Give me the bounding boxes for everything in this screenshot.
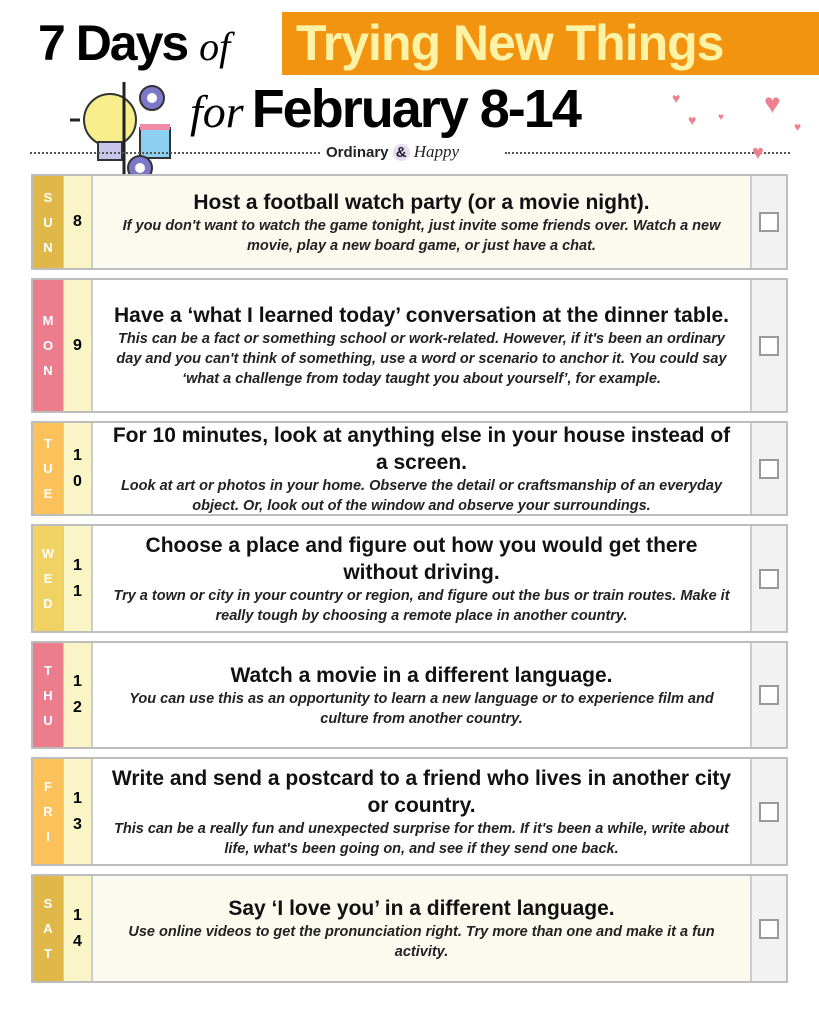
day-letter: I (46, 829, 50, 844)
activity-description: This can be a fact or something school or work-related. However, if it's been an ordinary day and you can't think of something, use a word or scenario to anchor it. You could say ‘what a challenge from today taught you about yourself’, for example. (116, 331, 727, 387)
day-label (33, 280, 63, 411)
checkbox[interactable] (759, 919, 779, 939)
heart-icon: ♥ (794, 120, 802, 134)
day-number: 8 (63, 176, 93, 268)
day-label (33, 423, 63, 514)
title-7-days: 7 Days of (38, 15, 231, 71)
day-letter: T (44, 946, 52, 961)
activity (93, 423, 750, 514)
checkbox-cell (750, 280, 786, 411)
day-number: 11 (63, 526, 93, 631)
heart-icon: ♥ (672, 90, 681, 106)
checkbox[interactable] (759, 802, 779, 822)
heart-icon: ♥ (718, 112, 724, 123)
checkbox-cell (750, 876, 786, 981)
day-label (33, 176, 63, 268)
activity (93, 759, 750, 864)
activity-title: Host a football watch party (or a movie night). (193, 190, 650, 214)
day-letter: E (43, 571, 53, 586)
day-row (31, 174, 788, 270)
day-letter: N (43, 363, 53, 378)
day-letter: F (44, 779, 52, 794)
day-letter: N (43, 239, 53, 255)
checkbox[interactable] (759, 569, 779, 589)
day-letter: A (43, 921, 53, 936)
day-row (31, 757, 788, 866)
day-letter: U (43, 214, 53, 230)
title-february: for February 8-14 (190, 79, 580, 139)
day-number: 10 (63, 423, 93, 514)
day-letter: U (43, 461, 53, 476)
activity (93, 176, 750, 268)
day-label (33, 643, 63, 747)
day-letter: T (44, 436, 52, 451)
day-letter: T (44, 662, 52, 678)
day-letter: E (43, 486, 53, 501)
dotted-divider (505, 152, 790, 154)
activity (93, 526, 750, 631)
day-number: 13 (63, 759, 93, 864)
title-banner: Trying New Things (282, 12, 819, 75)
checkbox[interactable] (759, 685, 779, 705)
checkbox[interactable] (759, 212, 779, 232)
checkbox-cell (750, 423, 786, 514)
activity (93, 280, 750, 411)
activity-description: This can be a really fun and unexpected surprise for them. If it's been a while, write about life, what's been going on, and see if they send one back. (113, 820, 729, 857)
day-label (33, 759, 63, 864)
activity (93, 876, 750, 981)
activity-title: Have a ‘what I learned today’ conversation at the dinner table. (113, 304, 729, 327)
activity-description: Use online videos to get the pronunciation right. Try more than one and make it a fun activity. (128, 924, 715, 960)
day-number: 9 (63, 280, 93, 411)
activity-title: Watch a movie in a different language. (230, 663, 613, 687)
day-row (31, 641, 788, 749)
checkbox-cell (750, 526, 786, 631)
checkbox-cell (750, 643, 786, 747)
activity-description: Try a town or city in your country or region, and figure out the bus or train routes. Make it really tough by choosing a remote place in another country. (113, 587, 730, 624)
checkbox[interactable] (759, 459, 779, 479)
day-letter: H (43, 687, 53, 703)
activity-title: For 10 minutes, look at anything else in your house instead of a screen. (112, 423, 731, 474)
day-number: 14 (63, 876, 93, 981)
heart-icon: ♥ (688, 112, 697, 128)
day-row (31, 524, 788, 633)
day-letter: D (43, 596, 53, 611)
activity-title: Choose a place and figure out how you would get there without driving. (145, 533, 698, 584)
heart-icon: ♥ (752, 142, 764, 164)
brand-logo: Ordinary & Happy (326, 142, 460, 161)
activity-description: If you don't want to watch the game tonight, just invite some friends over. Watch a new movie, play a new board game, or just have a chat. (122, 217, 721, 254)
day-label (33, 526, 63, 631)
heart-icon: ♥ (764, 88, 781, 119)
day-letter: O (42, 338, 54, 353)
activity-description: You can use this as an opportunity to learn a new language or to experience film and culture from another country. (129, 690, 714, 727)
day-letter: S (43, 189, 53, 205)
day-letter: M (42, 313, 54, 328)
activity-title: Write and send a postcard to a friend who lives in another city or country. (111, 766, 732, 817)
day-letter: U (43, 712, 53, 728)
day-number: 12 (63, 643, 93, 747)
day-letter: W (41, 546, 55, 561)
day-row (31, 278, 788, 413)
checkbox-cell (750, 176, 786, 268)
checkbox-cell (750, 759, 786, 864)
day-label (33, 876, 63, 981)
day-letter: R (43, 804, 53, 819)
dotted-divider (30, 152, 320, 154)
activity-title: Say ‘I love you’ in a different language. (228, 897, 615, 920)
day-letter: S (43, 896, 53, 911)
day-row (31, 874, 788, 983)
day-row (31, 421, 788, 516)
checkbox[interactable] (759, 336, 779, 356)
activity (93, 643, 750, 747)
activity-description: Look at art or photos in your home. Observe the detail or craftsmanship of an everyday object. Or, look out of the window and observe your surroundings. (120, 477, 723, 514)
